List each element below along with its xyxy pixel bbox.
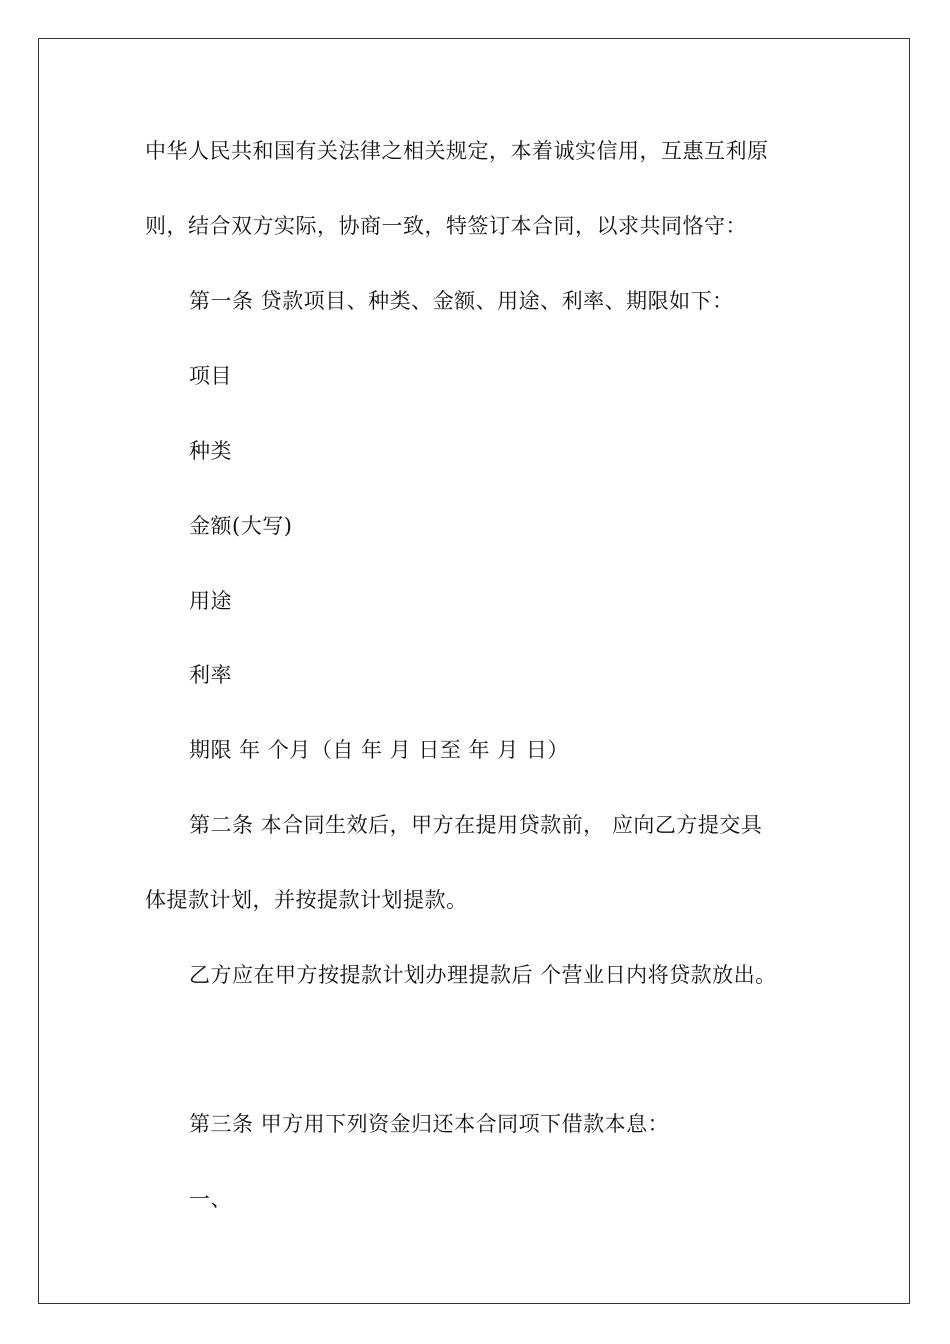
- article-2-line-3: 乙方应在甲方按提款计划办理提款后 个营业日内将贷款放出。: [189, 963, 777, 987]
- field-term: 期限 年 个月（自 年 月 日至 年 月 日）: [189, 738, 569, 762]
- article-3-heading: 第三条 甲方用下列资金归还本合同项下借款本息：: [189, 1112, 670, 1136]
- article-1-heading: 第一条 贷款项目、种类、金额、用途、利率、期限如下：: [189, 289, 734, 313]
- field-amount: 金额(大写): [189, 514, 293, 538]
- field-type: 种类: [189, 439, 232, 463]
- article-2-line-2: 体提款计划，并按提款计划提款。: [145, 888, 468, 912]
- article-2-line-1: 第二条 本合同生效后，甲方在提用贷款前， 应向乙方提交具: [189, 813, 763, 837]
- field-purpose: 用途: [189, 589, 232, 613]
- field-project: 项目: [189, 364, 232, 388]
- article-3-item-1: 一、: [189, 1187, 232, 1211]
- paragraph-line-1: 中华人民共和国有关法律之相关规定，本着诚实信用，互惠互利原: [145, 139, 769, 163]
- paragraph-line-2: 则，结合双方实际，协商一致，特签订本合同，以求共同恪守：: [145, 214, 747, 238]
- field-interest-rate: 利率: [189, 663, 232, 687]
